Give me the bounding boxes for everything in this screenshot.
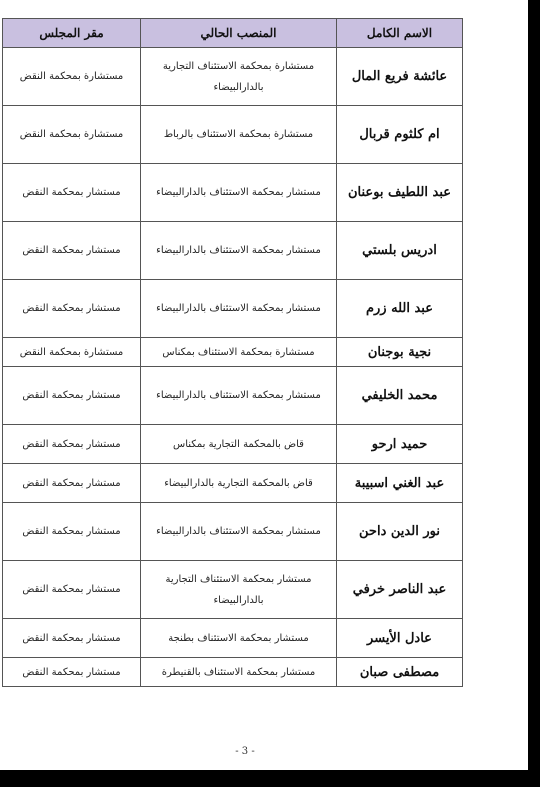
header-full-name: الاسم الكامل bbox=[337, 19, 463, 48]
cell-council-seat: مستشار بمحكمة النقض bbox=[3, 561, 141, 619]
table-row bbox=[3, 464, 463, 503]
cell-full-name: ادريس بلستي bbox=[337, 222, 463, 280]
cell-council-seat: مستشارة بمحكمة النقض bbox=[3, 48, 141, 106]
table-row bbox=[3, 164, 463, 222]
table-row bbox=[3, 48, 463, 106]
cell-council-seat: مستشار بمحكمة النقض bbox=[3, 164, 141, 222]
cell-current-position: مستشار بمحكمة الاستئناف بطنجة bbox=[141, 619, 337, 658]
cell-full-name: ام كلثوم قربال bbox=[337, 106, 463, 164]
cell-current-position: مستشارة بمحكمة الاستئناف بالرباط bbox=[141, 106, 337, 164]
cell-current-position: مستشار بمحكمة الاستئناف بالقنيطرة bbox=[141, 658, 337, 687]
cell-full-name: عبد الغني اسبيبة bbox=[337, 464, 463, 503]
cell-council-seat: مستشار بمحكمة النقض bbox=[3, 425, 141, 464]
cell-council-seat: مستشار بمحكمة النقض bbox=[3, 464, 141, 503]
cell-council-seat: مستشارة بمحكمة النقض bbox=[3, 338, 141, 367]
cell-full-name: محمد الخليفي bbox=[337, 367, 463, 425]
cell-current-position: مستشار بمحكمة الاستئناف التجارية بالدارالبيضاء bbox=[141, 561, 337, 619]
cell-current-position: مستشارة بمحكمة الاستئناف التجارية بالدارالبيضاء bbox=[141, 48, 337, 106]
table-row bbox=[3, 503, 463, 561]
table-row bbox=[3, 280, 463, 338]
cell-council-seat: مستشار بمحكمة النقض bbox=[3, 367, 141, 425]
cell-current-position: مستشار بمحكمة الاستئناف بالدارالبيضاء bbox=[141, 164, 337, 222]
page-number: - 3 - bbox=[235, 746, 255, 757]
cell-full-name: عبد الله زرم bbox=[337, 280, 463, 338]
table-body bbox=[3, 48, 463, 687]
cell-council-seat: مستشار بمحكمة النقض bbox=[3, 619, 141, 658]
cell-full-name: عادل الأيسر bbox=[337, 619, 463, 658]
cell-council-seat: مستشار بمحكمة النقض bbox=[3, 658, 141, 687]
table-row bbox=[3, 222, 463, 280]
cell-council-seat: مستشار بمحكمة النقض bbox=[3, 280, 141, 338]
cell-full-name: مصطفى صبان bbox=[337, 658, 463, 687]
cell-full-name: نور الدين داحن bbox=[337, 503, 463, 561]
judges-table bbox=[2, 18, 463, 687]
cell-full-name: عبد الناصر خرفي bbox=[337, 561, 463, 619]
table-row bbox=[3, 338, 463, 367]
table-row bbox=[3, 561, 463, 619]
table-row bbox=[3, 425, 463, 464]
cell-current-position: قاض بالمحكمة التجارية بمكناس bbox=[141, 425, 337, 464]
cell-full-name: عبد اللطيف بوعنان bbox=[337, 164, 463, 222]
cell-current-position: مستشار بمحكمة الاستئناف بالدارالبيضاء bbox=[141, 222, 337, 280]
cell-current-position: مستشارة بمحكمة الاستئناف بمكناس bbox=[141, 338, 337, 367]
cell-full-name: نجية بوجنان bbox=[337, 338, 463, 367]
table-row bbox=[3, 658, 463, 687]
cell-current-position: مستشار بمحكمة الاستئناف بالدارالبيضاء bbox=[141, 367, 337, 425]
cell-council-seat: مستشار بمحكمة النقض bbox=[3, 503, 141, 561]
table-row bbox=[3, 367, 463, 425]
cell-current-position: مستشار بمحكمة الاستئناف بالدارالبيضاء bbox=[141, 503, 337, 561]
table-row bbox=[3, 619, 463, 658]
header-council-seat: مقر المجلس bbox=[3, 19, 141, 48]
cell-full-name: عائشة فريع المال bbox=[337, 48, 463, 106]
cell-current-position: قاض بالمحكمة التجارية بالدارالبيضاء bbox=[141, 464, 337, 503]
cell-council-seat: مستشارة بمحكمة النقض bbox=[3, 106, 141, 164]
header-current-position: المنصب الحالي bbox=[141, 19, 337, 48]
cell-council-seat: مستشار بمحكمة النقض bbox=[3, 222, 141, 280]
cell-current-position: مستشار بمحكمة الاستئناف بالدارالبيضاء bbox=[141, 280, 337, 338]
cell-full-name: حميد ارحو bbox=[337, 425, 463, 464]
table-header-row bbox=[3, 19, 463, 48]
table-row bbox=[3, 106, 463, 164]
